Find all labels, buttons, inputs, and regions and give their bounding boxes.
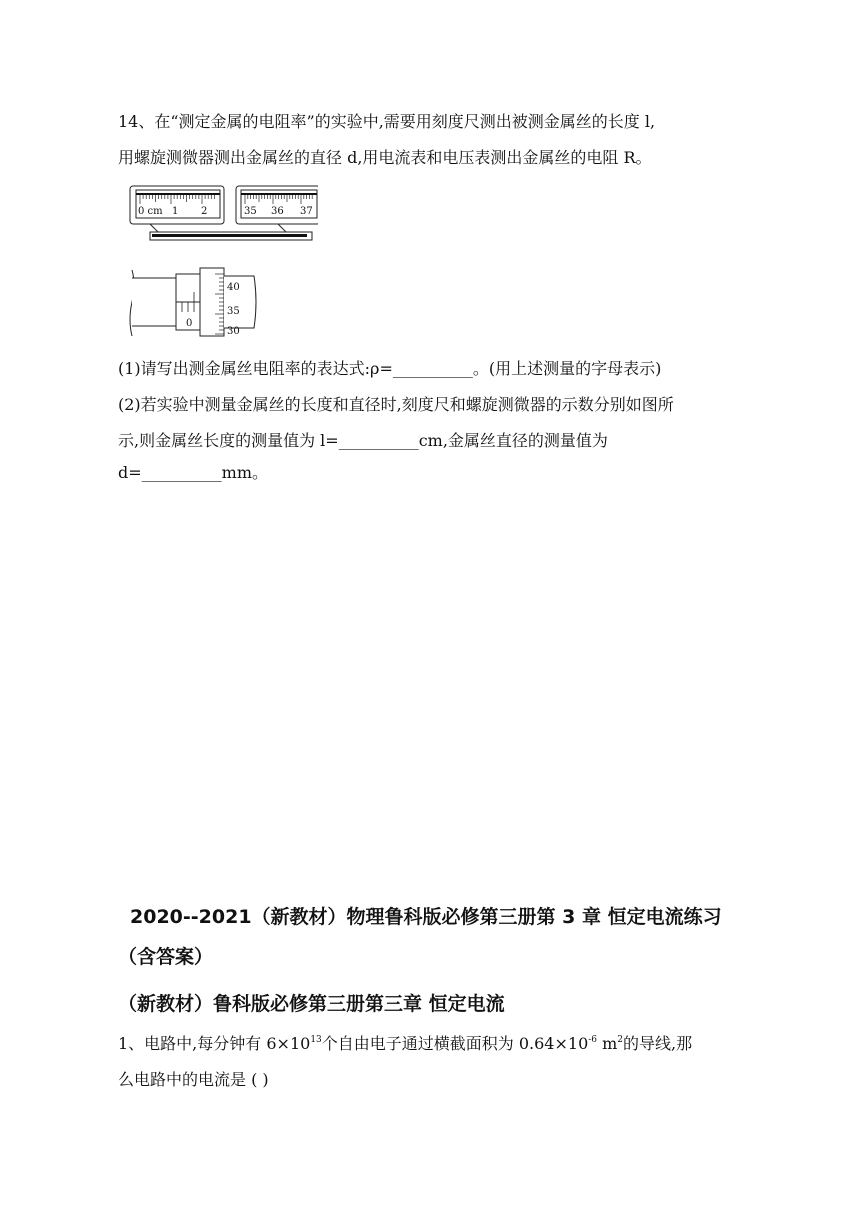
doc-title-line-2: （含答案）	[118, 946, 214, 968]
q1-exponent-neg6: -6	[588, 1035, 598, 1045]
micrometer-figure	[128, 264, 260, 340]
q1-text-c: m	[597, 1034, 618, 1053]
q1-exponent-2: 2	[617, 1035, 624, 1045]
doc-title-line-1: 2020--2021（新教材）物理鲁科版必修第三册第 3 章 恒定电流练习	[130, 906, 722, 928]
q14-part-1: (1)请写出测金属丝电阻率的表达式:ρ=__________。(用上述测量的字母表示)	[118, 359, 662, 378]
q14-part-2-line-2: 示,则金属丝长度的测量值为 l=__________cm,金属丝直径的测量值为	[118, 431, 608, 450]
q1-line-2: 么电路中的电流是 ( )	[118, 1070, 269, 1089]
ruler-label-1: 1	[172, 206, 179, 217]
q1-text-a: 1、电路中,每分钟有 6×10	[118, 1034, 311, 1053]
q1-line-1	[118, 1033, 692, 1055]
micrometer-label-35: 35	[227, 306, 240, 317]
q14-line-2: 用螺旋测微器测出金属丝的直径 d,用电流表和电压表测出金属丝的电阻 R。	[118, 148, 652, 167]
q1-exponent-13: 13	[310, 1035, 322, 1045]
q1-text-d: 的导线,那	[623, 1034, 693, 1053]
ruler-label-37: 37	[300, 206, 313, 217]
ruler-label-0cm: 0 cm	[138, 206, 163, 217]
q1-text-b: 个自由电子通过横截面积为 0.64×10	[321, 1034, 589, 1053]
q14-part-2-line-3: d=__________mm。	[118, 463, 268, 482]
micrometer-label-40: 40	[227, 282, 240, 293]
q14-line-1: 14、在“测定金属的电阻率”的实验中,需要用刻度尺测出被测金属丝的长度 l,	[118, 112, 656, 131]
section-subtitle: （新教材）鲁科版必修第三册第三章 恒定电流	[118, 993, 505, 1015]
q14-part-2-line-1: (2)若实验中测量金属丝的长度和直径时,刻度尺和螺旋测微器的示数分别如图所	[118, 395, 674, 414]
micrometer-sleeve-label-0: 0	[186, 318, 193, 329]
ruler-label-35: 35	[244, 206, 257, 217]
ruler-label-36: 36	[271, 206, 284, 217]
ruler-label-2: 2	[201, 206, 208, 217]
ruler-figure	[128, 182, 318, 244]
micrometer-label-30: 30	[227, 326, 240, 337]
